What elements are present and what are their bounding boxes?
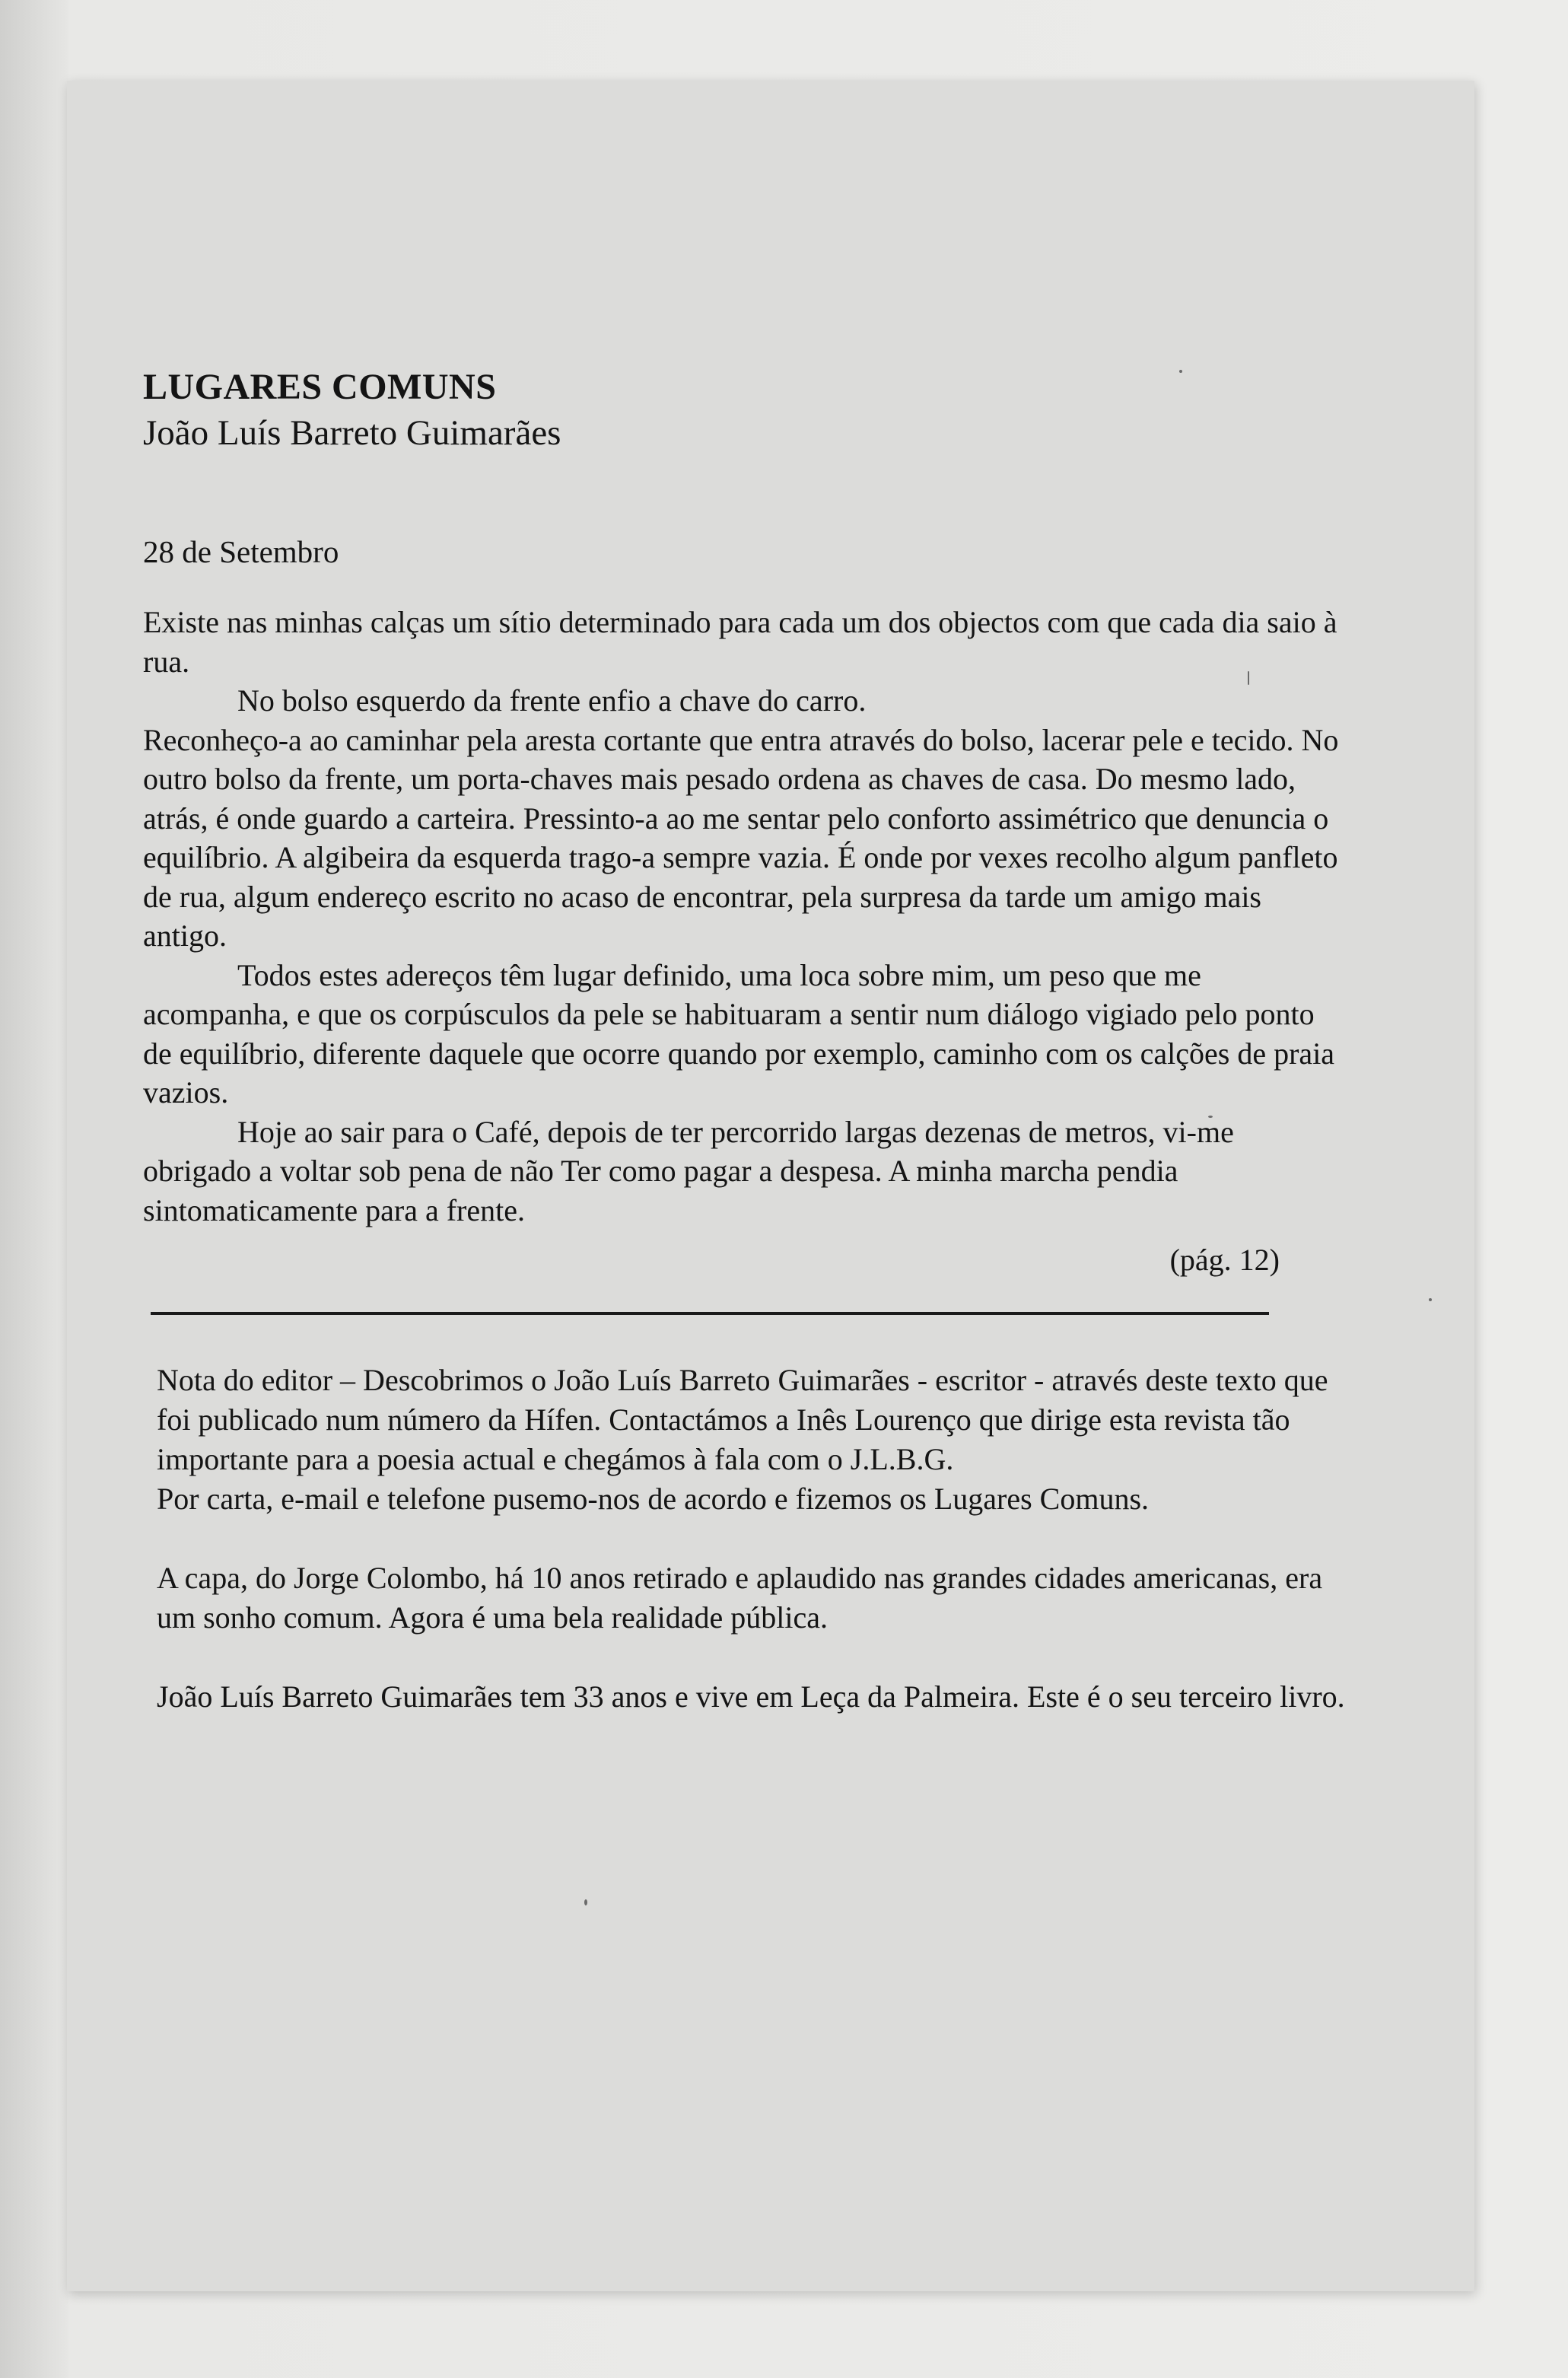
editor-note-paragraph: Nota do editor – Descobrimos o João Luís Barreto Guimarães - escritor - através deste texto que foi publicado num número da Hífen. Contactámos a Inês Lourenço que dirige esta revista tão importante para a poesia actual e chegámos à fala com o J.L.B.G. (157, 1363, 1328, 1476)
body-text (143, 603, 1345, 1230)
paragraph: Hoje ao sair para o Café, depois de ter percorrido largas dezenas de metros, vi-me obrigado a voltar sob pena de não Ter como pagar a despesa. A minha marcha pendia sintomaticamente para a frente. (143, 1114, 1234, 1227)
document-title: LUGARES COMUNS (143, 367, 497, 407)
document-author: João Luís Barreto Guimarães (143, 413, 561, 453)
page-reference: (pág. 12) (1169, 1243, 1280, 1277)
book-spine-edge (0, 0, 68, 2378)
editor-note-paragraph: João Luís Barreto Guimarães tem 33 anos e vive em Leça da Palmeira. Este é o seu terceiro livro. (157, 1679, 1345, 1714)
editor-note-paragraph: A capa, do Jorge Colombo, há 10 anos retirado e aplaudido nas grandes cidades americanas, era um sonho comum. Agora é uma bela realidade pública. (157, 1561, 1323, 1635)
printed-page (67, 81, 1474, 2291)
paragraph: Todos estes adereços têm lugar definido, uma loca sobre mim, um peso que me acompanha, e que os corpúsculos da pele se habituaram a sentir num diálogo vigiado pelo ponto de equilíbrio, diferente daquele que ocorre quando por exemplo, caminho com os calções de praia vazios. (143, 957, 1335, 1109)
editor-note (143, 1361, 1345, 1717)
paragraph: Existe nas minhas calças um sítio determinado para cada um dos objectos com que cada dia saio à rua. (143, 605, 1337, 679)
paper-speck (1429, 1298, 1432, 1301)
paper-speck (584, 1899, 587, 1905)
horizontal-rule (151, 1312, 1269, 1315)
editor-note-paragraph: Por carta, e-mail e telefone pusemo-nos de acordo e fizemos os Lugares Comuns. (157, 1482, 1150, 1516)
paragraph: Reconheço-a ao caminhar pela aresta cortante que entra através do bolso, lacerar pele e tecido. No outro bolso da frente, um porta-chaves mais pesado ordena as chaves de casa. Do mesmo lado, atrás, é onde guardo a carteira. Pressinto-a ao me sentar pelo conforto assimétrico que denuncia o equilíbrio. A algibeira da esquerda trago-a sempre vazia. É onde por vexes recolho algum panfleto de rua, algum endereço escrito no acaso de encontrar, pela surpresa da tarde um amigo mais antigo. (143, 722, 1339, 953)
page-content (143, 364, 1345, 1717)
entry-date: 28 de Setembro (143, 534, 339, 569)
paragraph: No bolso esquerdo da frente enfio a chave do carro. (237, 683, 867, 718)
